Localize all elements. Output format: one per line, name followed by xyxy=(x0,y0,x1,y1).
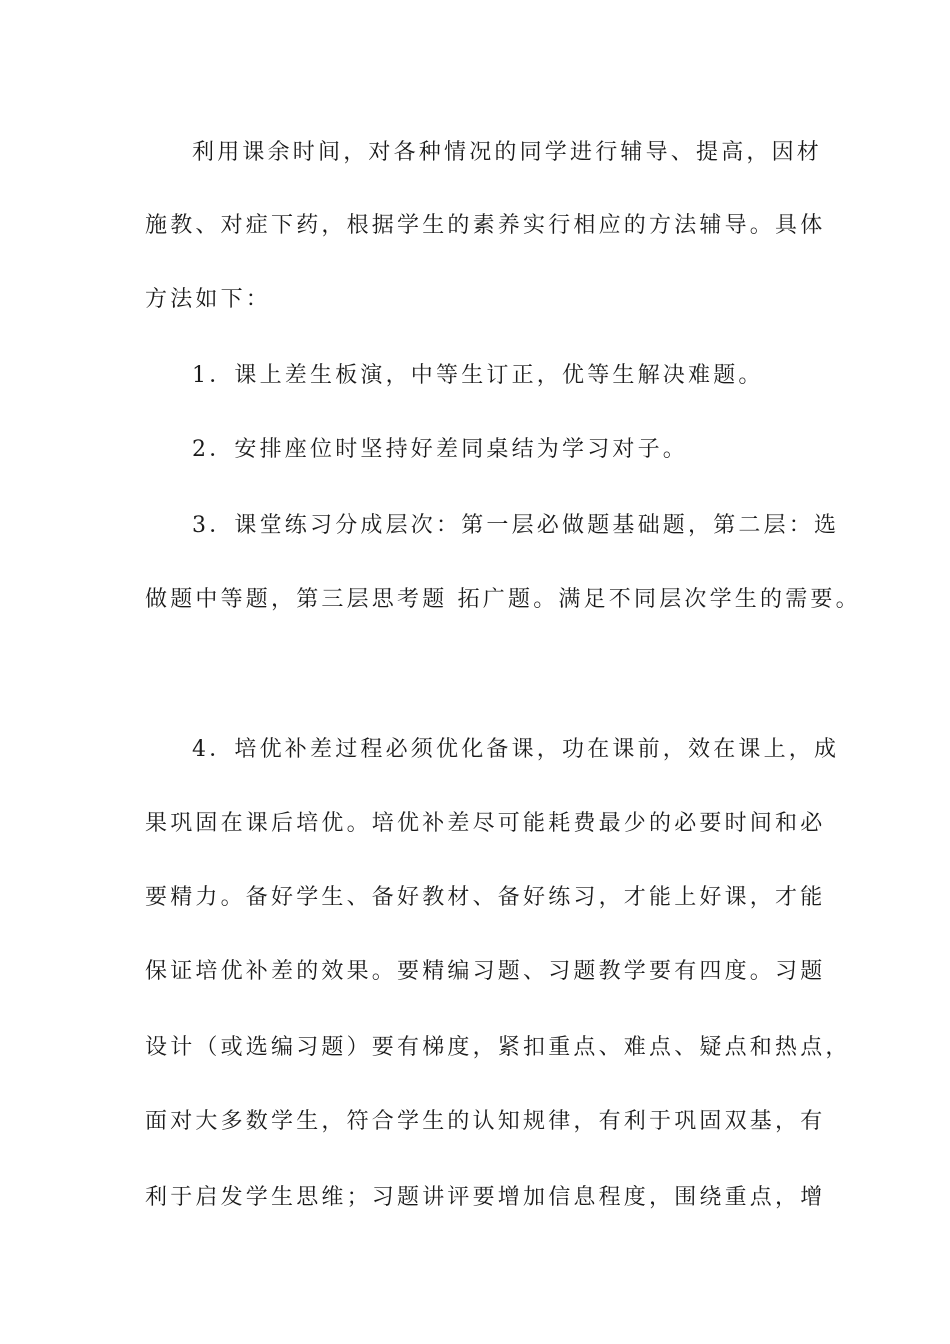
text-line: 利用课余时间，对各种情况的同学进行辅导、提高，因材 xyxy=(192,140,823,165)
text-line: 面对大多数学生，符合学生的认知规律，有利于巩固双基，有 xyxy=(145,1109,826,1134)
text-line: 施教、对症下药，根据学生的素养实行相应的方法辅导。具体 xyxy=(145,213,826,238)
text-line: 设计（或选编习题）要有梯度，紧扣重点、难点、疑点和热点， xyxy=(145,1035,851,1060)
text-line: 做题中等题，第三层思考题 拓广题。满足不同层次学生的需要。 xyxy=(145,587,861,612)
list-item-2: 2．安排座位时坚持好差同桌结为学习对子。 xyxy=(192,437,688,462)
text-line: 方法如下： xyxy=(145,287,272,312)
list-item-1: 1．课上差生板演，中等生订正，优等生解决难题。 xyxy=(192,363,764,388)
text-line: 要精力。备好学生、备好教材、备好练习，才能上好课，才能 xyxy=(145,885,826,910)
text-line: 保证培优补差的效果。要精编习题、习题教学要有四度。习题 xyxy=(145,959,826,984)
list-item-4: 4．培优补差过程必须优化备课，功在课前，效在课上，成 xyxy=(192,737,840,762)
text-line: 果巩固在课后培优。培优补差尽可能耗费最少的必要时间和必 xyxy=(145,811,826,836)
list-item-3: 3．课堂练习分成层次：第一层必做题基础题，第二层：选 xyxy=(192,513,840,538)
text-line: 利于启发学生思维；习题讲评要增加信息程度，围绕重点，增 xyxy=(145,1185,826,1210)
